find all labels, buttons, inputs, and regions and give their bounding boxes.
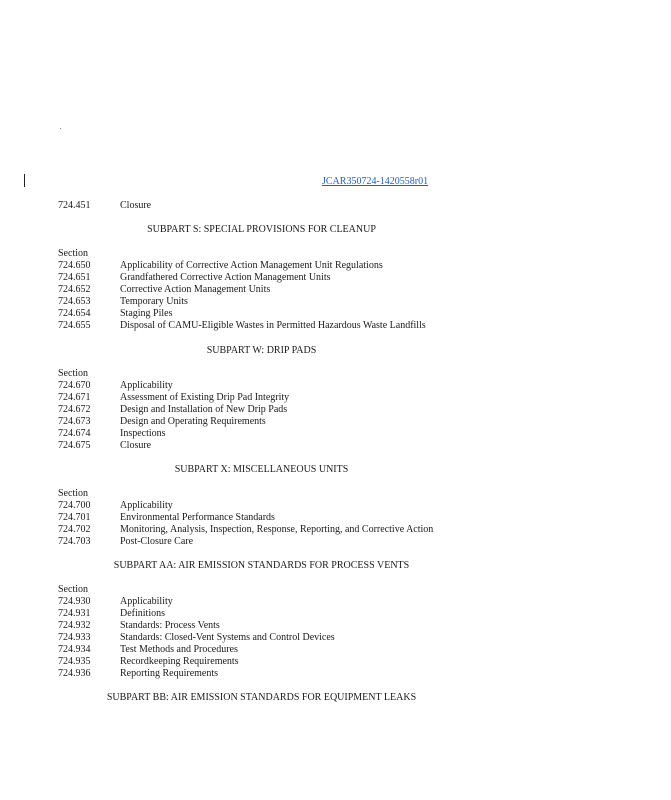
document-id-link[interactable]: JCAR350724-1420558r01 bbox=[322, 176, 429, 187]
section-number: 724.650 bbox=[58, 260, 91, 271]
section-title: Closure bbox=[120, 440, 152, 451]
subpart-bb-heading: SUBPART BB: AIR EMISSION STANDARDS FOR EQUIPMENT LEAKS bbox=[106, 692, 417, 703]
section-title: Closure bbox=[120, 200, 152, 211]
section-number: 724.655 bbox=[58, 320, 91, 331]
section-number: 724.652 bbox=[58, 284, 91, 295]
section-number: 724.930 bbox=[58, 596, 91, 607]
section-number: 724.700 bbox=[58, 500, 91, 511]
section-title: Standards: Process Vents bbox=[120, 620, 220, 631]
section-title: Applicability bbox=[120, 596, 173, 607]
section-number: 724.934 bbox=[58, 644, 91, 655]
section-number: 724.670 bbox=[58, 380, 91, 391]
section-number: 724.451 bbox=[58, 200, 91, 211]
section-label: Section bbox=[58, 248, 88, 259]
section-number: 724.702 bbox=[58, 524, 91, 535]
section-number: 724.654 bbox=[58, 308, 91, 319]
section-number: 724.651 bbox=[58, 272, 91, 283]
section-title: Monitoring, Analysis, Inspection, Response, Reporting, and Corrective Action bbox=[120, 524, 434, 535]
section-number: 724.932 bbox=[58, 620, 91, 631]
section-title: Design and Installation of New Drip Pads bbox=[120, 404, 288, 415]
section-number: 724.671 bbox=[58, 392, 91, 403]
section-title: Assessment of Existing Drip Pad Integrity bbox=[120, 392, 290, 403]
section-title: Corrective Action Management Units bbox=[120, 284, 271, 295]
scan-speck bbox=[60, 128, 61, 129]
section-label: Section bbox=[58, 488, 88, 499]
section-title: Standards: Closed-Vent Systems and Control Devices bbox=[120, 632, 335, 643]
section-label: Section bbox=[58, 584, 88, 595]
section-title: Temporary Units bbox=[120, 296, 188, 307]
section-title: Grandfathered Corrective Action Management Units bbox=[120, 272, 331, 283]
section-number: 724.675 bbox=[58, 440, 91, 451]
section-number: 724.936 bbox=[58, 668, 91, 679]
section-number: 724.701 bbox=[58, 512, 91, 523]
subpart-aa-heading: SUBPART AA: AIR EMISSION STANDARDS FOR PROCESS VENTS bbox=[113, 560, 410, 571]
section-title: Inspections bbox=[120, 428, 166, 439]
revision-bar bbox=[24, 174, 25, 187]
section-number: 724.653 bbox=[58, 296, 91, 307]
section-title: Test Methods and Procedures bbox=[120, 644, 238, 655]
section-title: Applicability bbox=[120, 500, 173, 511]
section-title: Applicability of Corrective Action Management Unit Regulations bbox=[120, 260, 383, 271]
section-title: Definitions bbox=[120, 608, 165, 619]
section-number: 724.703 bbox=[58, 536, 91, 547]
section-number: 724.672 bbox=[58, 404, 91, 415]
section-title: Post-Closure Care bbox=[120, 536, 194, 547]
section-number: 724.931 bbox=[58, 608, 91, 619]
section-title: Applicability bbox=[120, 380, 173, 391]
section-number: 724.935 bbox=[58, 656, 91, 667]
section-title: Disposal of CAMU-Eligible Wastes in Permitted Hazardous Waste Landfills bbox=[120, 320, 426, 331]
subpart-s-heading: SUBPART S: SPECIAL PROVISIONS FOR CLEANUP bbox=[147, 224, 376, 235]
subpart-w-heading: SUBPART W: DRIP PADS bbox=[206, 345, 317, 356]
section-number: 724.933 bbox=[58, 632, 91, 643]
section-number: 724.673 bbox=[58, 416, 91, 427]
section-title: Staging Piles bbox=[120, 308, 173, 319]
section-label: Section bbox=[58, 368, 88, 379]
section-title: Recordkeeping Requirements bbox=[120, 656, 239, 667]
subpart-x-heading: SUBPART X: MISCELLANEOUS UNITS bbox=[174, 464, 349, 475]
section-number: 724.674 bbox=[58, 428, 91, 439]
section-title: Environmental Performance Standards bbox=[120, 512, 275, 523]
section-title: Design and Operating Requirements bbox=[120, 416, 266, 427]
section-title: Reporting Requirements bbox=[120, 668, 219, 679]
